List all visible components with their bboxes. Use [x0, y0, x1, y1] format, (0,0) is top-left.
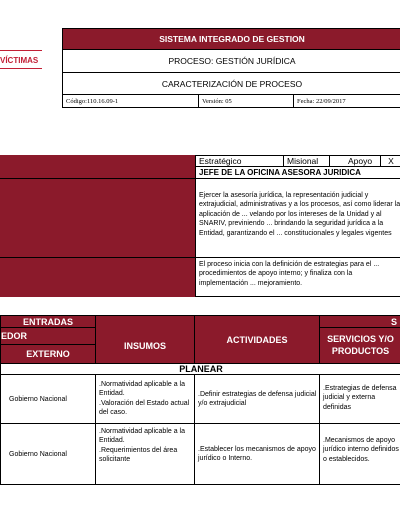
- external-header: EXTERNO: [0, 344, 96, 364]
- system-title: SISTEMA INTEGRADO DE GESTION: [62, 28, 400, 50]
- insumo-item: .Valoración del Estado actual del caso.: [99, 399, 190, 417]
- table-row-2-supplier: Gobierno Nacional: [0, 423, 96, 485]
- left-band-scope: [0, 257, 196, 297]
- inputs-header: ENTRADAS: [0, 315, 96, 328]
- phase-planear: PLANEAR: [0, 363, 400, 375]
- insumo-item: .Normatividad aplicable a la Entidad.: [99, 428, 185, 445]
- table-row-2-insumos: [95, 423, 195, 485]
- type-support: Apoyo: [329, 155, 381, 167]
- activities-header: ACTIVIDADES: [194, 315, 320, 364]
- table-row-1-activity: .Definir estrategias de defensa judicial y/o extrajudicial: [194, 374, 320, 424]
- outputs-top-header: S: [319, 315, 400, 328]
- document-title: CARACTERIZACIÓN DE PROCESO: [62, 72, 400, 95]
- type-strategic: Estratégico: [195, 155, 284, 167]
- outputs-header: SERVICIOS Y/O PRODUCTOS: [319, 327, 400, 364]
- type-missional: Misional: [283, 155, 330, 167]
- doc-date: Fecha: 22/09/2017: [293, 94, 400, 108]
- left-band-objective: [0, 178, 196, 258]
- table-row-2-activity: .Establecer los mecanismos de apoyo jurídico o Interno.: [194, 423, 320, 485]
- logo-line-top: [0, 50, 42, 51]
- process-name: PROCESO: GESTIÓN JURÍDICA: [62, 49, 400, 73]
- insumo-item: .Requerimientos del área solicitante: [99, 446, 178, 464]
- table-row-1-insumos: [95, 374, 195, 424]
- insumos-header: INSUMOS: [95, 315, 195, 364]
- process-leader: JEFE DE LA OFICINA ASESORA JURIDICA: [195, 166, 400, 179]
- process-objective: Ejercer la asesoría jurídica, la representación judicial y extrajudicial, administrativas y a los procesos, así como liderar la aplicación de ... velando por los intereses de la Unidad y al SNARIV, previniendo ... brindando la seguridad jurídica a la Entidad, garantizando el ... constitucionales y legales vigentes: [195, 178, 400, 258]
- insumo-item: .Normatividad aplicable a la Entidad.: [99, 381, 185, 398]
- table-row-1-supplier: Gobierno Nacional: [0, 374, 96, 424]
- doc-version: Versión: 05: [198, 94, 294, 108]
- table-row-2-output: .Mecanismos de apoyo jurídico interno definidos o establecidos.: [319, 423, 400, 485]
- left-band-type: [0, 155, 196, 179]
- supplier-header: EDOR: [0, 327, 96, 345]
- process-scope: El proceso inicia con la definición de estrategias para el ... procedimientos de apoyo interno; y finaliza con la implementación ... mejoramiento.: [195, 257, 400, 297]
- logo-text: VÍCTIMAS: [0, 56, 39, 65]
- table-row-1-output: .Estrategias de defensa judicial y externa definidas: [319, 374, 400, 424]
- type-mark: X: [380, 155, 400, 167]
- logo: [0, 28, 62, 94]
- logo-line-bottom: [0, 68, 42, 69]
- doc-code: Código:110.16.09-1: [62, 94, 199, 108]
